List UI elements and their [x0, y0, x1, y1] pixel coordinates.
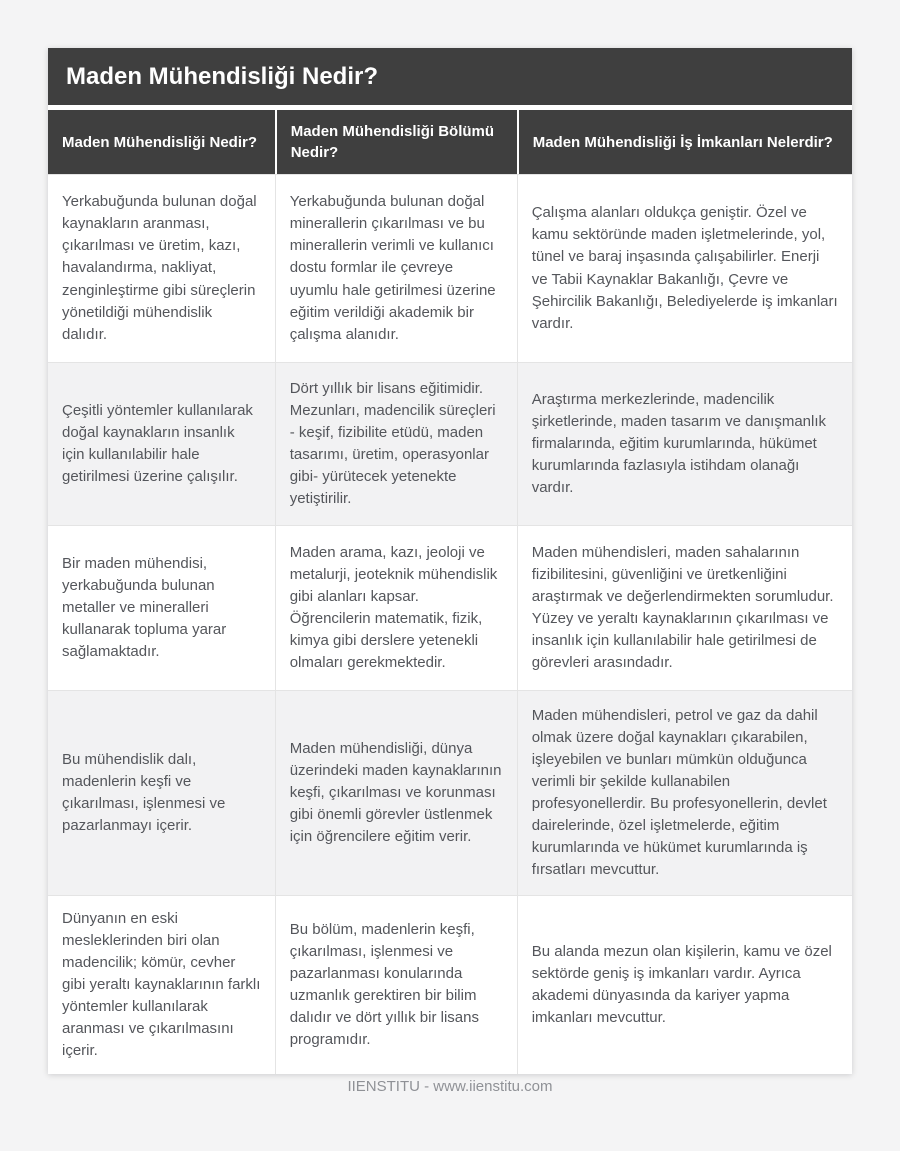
table-cell: Dünyanın en eski mesleklerinden biri olan madencilik; kömür, cevher gibi yeraltı kaynaklarının farklı yöntemler kullanılarak aranması ve çıkarılmasını içerir. — [48, 895, 275, 1074]
column-header-is-imkanlari: Maden Mühendisliği İş İmkanları Nelerdir? — [517, 110, 852, 174]
table-row — [48, 174, 852, 362]
table-row — [48, 895, 852, 1074]
table-cell: Maden mühendisliği, dünya üzerindeki maden kaynaklarının keşfi, çıkarılması ve korunması gibi önemli görevler üstlenmek için öğrencilere eğitim verir. — [275, 690, 517, 895]
table-cell: Maden mühendisleri, petrol ve gaz da dahil olmak üzere doğal kaynakları çıkarabilen, işleyebilen ve bunları mümkün olduğunca verimli bir şekilde kullanabilen profesyonellerdir. Bu profesyonellerin, devlet dairelerinde, özel işletmelerde, eğitim kurumlarında ve hükümet kurumlarında iş fırsatları mevcuttur. — [517, 690, 852, 895]
table-cell: Bir maden mühendisi, yerkabuğunda bulunan metaller ve mineralleri kullanarak topluma yarar sağlamaktadır. — [48, 525, 275, 690]
column-header-bolumu-nedir: Maden Mühendisliği Bölümü Nedir? — [275, 110, 517, 174]
table-cell: Yerkabuğunda bulunan doğal minerallerin çıkarılması ve bu minerallerin verimli ve kullanıcı dostu formlar ile çevreye uyumlu hale getirilmesi üzerine eğitim verildiği akademik bir çalışma alanıdır. — [275, 174, 517, 362]
table-cell: Maden arama, kazı, jeoloji ve metalurji, jeoteknik mühendislik gibi alanları kapsar. Öğrencilerin matematik, fizik, kimya gibi derslere yetenekli olmaları gerekmektedir. — [275, 525, 517, 690]
footer-branding: IIENSTITU - www.iienstitu.com — [347, 1078, 553, 1095]
table-header-row — [48, 110, 852, 174]
table-cell: Yerkabuğunda bulunan doğal kaynakların aranması, çıkarılması ve üretim, kazı, havalandırma, nakliyat, zenginleştirme gibi süreçlerin yönetildiği mühendislik dalıdır. — [48, 174, 275, 362]
table-cell: Çalışma alanları oldukça geniştir. Özel ve kamu sektöründe maden işletmelerinde, yol, tünel ve baraj inşasında çalışabilirler. Enerji ve Tabii Kaynaklar Bakanlığı, Çevre ve Şehircilik Bakanlığı, Belediyelerde iş imkanları vardır. — [517, 174, 852, 362]
table-cell: Bu alanda mezun olan kişilerin, kamu ve özel sektörde geniş iş imkanları vardır. Ayrıca akademi dünyasında da kariyer yapma imkanları mevcuttur. — [517, 895, 852, 1074]
table-cell: Bu mühendislik dalı, madenlerin keşfi ve çıkarılması, işlenmesi ve pazarlanmayı içerir. — [48, 690, 275, 895]
table-cell: Araştırma merkezlerinde, madencilik şirketlerinde, maden tasarım ve danışmanlık firmalarında, eğitim kurumlarında, hükümet kurumlarında fazlasıyla istihdam olanağı vardır. — [517, 362, 852, 525]
table-cell: Dört yıllık bir lisans eğitimidir. Mezunları, madencilik süreçleri - keşif, fizibilite etüdü, maden tasarımı, üretim, operasyonlar gibi- yürütecek yetenekte yetiştirilir. — [275, 362, 517, 525]
column-header-nedir: Maden Mühendisliği Nedir? — [48, 110, 275, 174]
info-table-card — [48, 48, 852, 1074]
table-cell: Bu bölüm, madenlerin keşfi, çıkarılması, işlenmesi ve pazarlanması konularında uzmanlık gerektiren bir bilim dalıdır ve dört yıllık bir lisans programıdır. — [275, 895, 517, 1074]
table-cell: Çeşitli yöntemler kullanılarak doğal kaynakların insanlık için kullanılabilir hale getirilmesi üzerine çalışılır. — [48, 362, 275, 525]
page-title: Maden Mühendisliği Nedir? — [48, 48, 852, 105]
table-row — [48, 690, 852, 895]
table-cell: Maden mühendisleri, maden sahalarının fizibilitesini, güvenliğini ve üretkenliğini araştırmak ve değerlendirmekten sorumludur. Yüzey ve yeraltı kaynaklarının çıkarılması ve insanlık için kullanılabilir hale getirilmesi de görevleri arasındadır. — [517, 525, 852, 690]
table-row — [48, 362, 852, 525]
table-row — [48, 525, 852, 690]
